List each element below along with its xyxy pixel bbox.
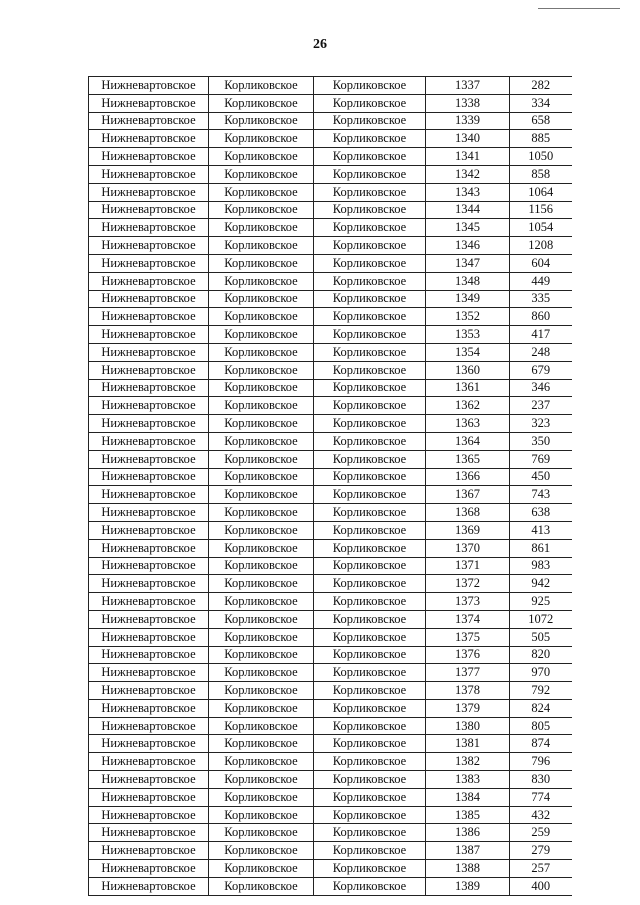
cell-depth: 417 <box>510 326 572 344</box>
cell-depth: 350 <box>510 432 572 450</box>
cell-well: 1342 <box>426 165 510 183</box>
table-body <box>89 77 572 896</box>
table-row <box>89 735 572 753</box>
table-row <box>89 379 572 397</box>
cell-depth: 323 <box>510 415 572 433</box>
cell-license_area: Корликовское <box>314 468 426 486</box>
data-table <box>88 76 572 896</box>
cell-deposit: Корликовское <box>209 415 314 433</box>
cell-depth: 282 <box>510 77 572 95</box>
table-row <box>89 343 572 361</box>
cell-deposit: Корликовское <box>209 628 314 646</box>
cell-depth: 432 <box>510 806 572 824</box>
cell-deposit: Корликовское <box>209 432 314 450</box>
top-rule <box>538 8 620 9</box>
table-row <box>89 468 572 486</box>
table-row <box>89 557 572 575</box>
cell-district: Нижневартовское <box>89 130 209 148</box>
cell-depth: 413 <box>510 521 572 539</box>
table-row <box>89 664 572 682</box>
cell-district: Нижневартовское <box>89 112 209 130</box>
cell-well: 1379 <box>426 699 510 717</box>
table-row <box>89 112 572 130</box>
cell-well: 1344 <box>426 201 510 219</box>
cell-depth: 1064 <box>510 183 572 201</box>
cell-district: Нижневартовское <box>89 557 209 575</box>
cell-well: 1372 <box>426 575 510 593</box>
cell-deposit: Корликовское <box>209 468 314 486</box>
cell-depth: 861 <box>510 539 572 557</box>
cell-depth: 679 <box>510 361 572 379</box>
cell-depth: 820 <box>510 646 572 664</box>
cell-depth: 638 <box>510 504 572 522</box>
table-row <box>89 628 572 646</box>
cell-district: Нижневартовское <box>89 397 209 415</box>
cell-depth: 335 <box>510 290 572 308</box>
cell-deposit: Корликовское <box>209 521 314 539</box>
cell-deposit: Корликовское <box>209 860 314 878</box>
cell-well: 1340 <box>426 130 510 148</box>
table-row <box>89 415 572 433</box>
cell-deposit: Корликовское <box>209 735 314 753</box>
cell-well: 1349 <box>426 290 510 308</box>
cell-license_area: Корликовское <box>314 272 426 290</box>
cell-license_area: Корликовское <box>314 860 426 878</box>
cell-deposit: Корликовское <box>209 148 314 166</box>
cell-depth: 796 <box>510 753 572 771</box>
cell-license_area: Корликовское <box>314 521 426 539</box>
cell-district: Нижневартовское <box>89 504 209 522</box>
table-row <box>89 165 572 183</box>
cell-well: 1353 <box>426 326 510 344</box>
table-row <box>89 771 572 789</box>
cell-license_area: Корликовское <box>314 183 426 201</box>
cell-license_area: Корликовское <box>314 735 426 753</box>
cell-district: Нижневартовское <box>89 771 209 789</box>
cell-district: Нижневартовское <box>89 308 209 326</box>
cell-well: 1366 <box>426 468 510 486</box>
cell-well: 1377 <box>426 664 510 682</box>
cell-deposit: Корликовское <box>209 165 314 183</box>
table-row <box>89 290 572 308</box>
cell-district: Нижневартовское <box>89 860 209 878</box>
cell-well: 1369 <box>426 521 510 539</box>
table-row <box>89 504 572 522</box>
cell-license_area: Корликовское <box>314 254 426 272</box>
table-row <box>89 308 572 326</box>
cell-well: 1338 <box>426 94 510 112</box>
cell-well: 1362 <box>426 397 510 415</box>
table-row <box>89 432 572 450</box>
cell-license_area: Корликовское <box>314 824 426 842</box>
cell-well: 1388 <box>426 860 510 878</box>
cell-license_area: Корликовское <box>314 361 426 379</box>
table-row <box>89 877 572 895</box>
cell-license_area: Корликовское <box>314 664 426 682</box>
cell-deposit: Корликовское <box>209 539 314 557</box>
cell-deposit: Корликовское <box>209 842 314 860</box>
table-row <box>89 219 572 237</box>
table-row <box>89 254 572 272</box>
cell-depth: 279 <box>510 842 572 860</box>
cell-deposit: Корликовское <box>209 361 314 379</box>
table-row <box>89 521 572 539</box>
table-row <box>89 610 572 628</box>
cell-well: 1361 <box>426 379 510 397</box>
cell-license_area: Корликовское <box>314 753 426 771</box>
table-row <box>89 272 572 290</box>
table-row <box>89 842 572 860</box>
cell-district: Нижневартовское <box>89 646 209 664</box>
cell-deposit: Корликовское <box>209 610 314 628</box>
cell-well: 1346 <box>426 237 510 255</box>
cell-district: Нижневартовское <box>89 343 209 361</box>
cell-district: Нижневартовское <box>89 254 209 272</box>
cell-license_area: Корликовское <box>314 771 426 789</box>
cell-deposit: Корликовское <box>209 308 314 326</box>
cell-depth: 860 <box>510 308 572 326</box>
cell-license_area: Корликовское <box>314 575 426 593</box>
cell-deposit: Корликовское <box>209 877 314 895</box>
cell-license_area: Корликовское <box>314 504 426 522</box>
cell-deposit: Корликовское <box>209 699 314 717</box>
cell-depth: 1208 <box>510 237 572 255</box>
cell-license_area: Корликовское <box>314 201 426 219</box>
table-row <box>89 397 572 415</box>
cell-depth: 792 <box>510 682 572 700</box>
cell-well: 1378 <box>426 682 510 700</box>
cell-depth: 805 <box>510 717 572 735</box>
cell-license_area: Корликовское <box>314 397 426 415</box>
cell-district: Нижневартовское <box>89 183 209 201</box>
cell-district: Нижневартовское <box>89 575 209 593</box>
table-row <box>89 806 572 824</box>
cell-deposit: Корликовское <box>209 77 314 95</box>
cell-deposit: Корликовское <box>209 788 314 806</box>
table-row <box>89 361 572 379</box>
cell-deposit: Корликовское <box>209 824 314 842</box>
cell-license_area: Корликовское <box>314 237 426 255</box>
cell-district: Нижневартовское <box>89 521 209 539</box>
cell-well: 1367 <box>426 486 510 504</box>
cell-license_area: Корликовское <box>314 486 426 504</box>
table-row <box>89 94 572 112</box>
table-row <box>89 450 572 468</box>
table-row <box>89 788 572 806</box>
table-row <box>89 486 572 504</box>
cell-depth: 774 <box>510 788 572 806</box>
cell-district: Нижневартовское <box>89 788 209 806</box>
cell-license_area: Корликовское <box>314 628 426 646</box>
cell-license_area: Корликовское <box>314 130 426 148</box>
cell-depth: 400 <box>510 877 572 895</box>
cell-district: Нижневартовское <box>89 877 209 895</box>
table-row <box>89 77 572 95</box>
cell-license_area: Корликовское <box>314 842 426 860</box>
page-number: 26 <box>313 37 327 52</box>
cell-well: 1352 <box>426 308 510 326</box>
cell-district: Нижневартовское <box>89 290 209 308</box>
table-row <box>89 753 572 771</box>
cell-depth: 983 <box>510 557 572 575</box>
cell-well: 1339 <box>426 112 510 130</box>
cell-district: Нижневартовское <box>89 664 209 682</box>
cell-district: Нижневартовское <box>89 201 209 219</box>
cell-district: Нижневартовское <box>89 272 209 290</box>
cell-deposit: Корликовское <box>209 112 314 130</box>
cell-well: 1345 <box>426 219 510 237</box>
cell-district: Нижневартовское <box>89 77 209 95</box>
cell-license_area: Корликовское <box>314 308 426 326</box>
cell-license_area: Корликовское <box>314 326 426 344</box>
table-row <box>89 539 572 557</box>
cell-district: Нижневартовское <box>89 806 209 824</box>
cell-well: 1389 <box>426 877 510 895</box>
cell-license_area: Корликовское <box>314 699 426 717</box>
cell-deposit: Корликовское <box>209 664 314 682</box>
cell-district: Нижневартовское <box>89 468 209 486</box>
cell-deposit: Корликовское <box>209 326 314 344</box>
cell-deposit: Корликовское <box>209 237 314 255</box>
table-row <box>89 646 572 664</box>
cell-well: 1364 <box>426 432 510 450</box>
cell-license_area: Корликовское <box>314 94 426 112</box>
table-row <box>89 575 572 593</box>
cell-depth: 925 <box>510 593 572 611</box>
table-row <box>89 824 572 842</box>
cell-deposit: Корликовское <box>209 201 314 219</box>
cell-deposit: Корликовское <box>209 183 314 201</box>
table-row <box>89 201 572 219</box>
cell-well: 1384 <box>426 788 510 806</box>
cell-depth: 658 <box>510 112 572 130</box>
cell-depth: 885 <box>510 130 572 148</box>
cell-license_area: Корликовское <box>314 539 426 557</box>
cell-well: 1370 <box>426 539 510 557</box>
cell-district: Нижневартовское <box>89 237 209 255</box>
table-row <box>89 326 572 344</box>
table-row <box>89 130 572 148</box>
cell-license_area: Корликовское <box>314 112 426 130</box>
cell-district: Нижневартовское <box>89 699 209 717</box>
cell-district: Нижневартовское <box>89 735 209 753</box>
cell-deposit: Корликовское <box>209 806 314 824</box>
cell-license_area: Корликовское <box>314 432 426 450</box>
cell-district: Нижневартовское <box>89 379 209 397</box>
cell-deposit: Корликовское <box>209 343 314 361</box>
cell-deposit: Корликовское <box>209 254 314 272</box>
cell-deposit: Корликовское <box>209 486 314 504</box>
cell-district: Нижневартовское <box>89 165 209 183</box>
cell-deposit: Корликовское <box>209 272 314 290</box>
cell-depth: 1156 <box>510 201 572 219</box>
cell-district: Нижневартовское <box>89 842 209 860</box>
cell-deposit: Корликовское <box>209 290 314 308</box>
table-row <box>89 237 572 255</box>
cell-depth: 334 <box>510 94 572 112</box>
cell-well: 1376 <box>426 646 510 664</box>
cell-well: 1354 <box>426 343 510 361</box>
cell-license_area: Корликовское <box>314 646 426 664</box>
cell-well: 1365 <box>426 450 510 468</box>
cell-deposit: Корликовское <box>209 682 314 700</box>
cell-depth: 449 <box>510 272 572 290</box>
cell-deposit: Корликовское <box>209 94 314 112</box>
table-row <box>89 860 572 878</box>
cell-license_area: Корликовское <box>314 450 426 468</box>
cell-license_area: Корликовское <box>314 290 426 308</box>
cell-deposit: Корликовское <box>209 557 314 575</box>
cell-license_area: Корликовское <box>314 806 426 824</box>
cell-license_area: Корликовское <box>314 343 426 361</box>
cell-well: 1387 <box>426 842 510 860</box>
cell-well: 1385 <box>426 806 510 824</box>
cell-district: Нижневартовское <box>89 486 209 504</box>
cell-well: 1348 <box>426 272 510 290</box>
cell-district: Нижневартовское <box>89 717 209 735</box>
cell-license_area: Корликовское <box>314 717 426 735</box>
cell-deposit: Корликовское <box>209 504 314 522</box>
cell-depth: 824 <box>510 699 572 717</box>
cell-well: 1383 <box>426 771 510 789</box>
cell-depth: 830 <box>510 771 572 789</box>
cell-deposit: Корликовское <box>209 646 314 664</box>
cell-depth: 248 <box>510 343 572 361</box>
cell-well: 1373 <box>426 593 510 611</box>
cell-well: 1375 <box>426 628 510 646</box>
cell-district: Нижневартовское <box>89 415 209 433</box>
cell-license_area: Корликовское <box>314 788 426 806</box>
cell-deposit: Корликовское <box>209 379 314 397</box>
cell-well: 1380 <box>426 717 510 735</box>
cell-well: 1381 <box>426 735 510 753</box>
cell-district: Нижневартовское <box>89 219 209 237</box>
cell-depth: 237 <box>510 397 572 415</box>
cell-license_area: Корликовское <box>314 682 426 700</box>
cell-depth: 450 <box>510 468 572 486</box>
cell-license_area: Корликовское <box>314 557 426 575</box>
cell-district: Нижневартовское <box>89 539 209 557</box>
cell-depth: 1072 <box>510 610 572 628</box>
cell-district: Нижневартовское <box>89 450 209 468</box>
cell-deposit: Корликовское <box>209 575 314 593</box>
cell-district: Нижневартовское <box>89 824 209 842</box>
cell-well: 1341 <box>426 148 510 166</box>
cell-well: 1371 <box>426 557 510 575</box>
table-row <box>89 183 572 201</box>
cell-well: 1337 <box>426 77 510 95</box>
cell-depth: 874 <box>510 735 572 753</box>
cell-deposit: Корликовское <box>209 130 314 148</box>
cell-license_area: Корликовское <box>314 415 426 433</box>
cell-district: Нижневартовское <box>89 432 209 450</box>
table-row <box>89 148 572 166</box>
cell-deposit: Корликовское <box>209 219 314 237</box>
cell-depth: 505 <box>510 628 572 646</box>
cell-district: Нижневартовское <box>89 593 209 611</box>
cell-depth: 1054 <box>510 219 572 237</box>
cell-license_area: Корликовское <box>314 379 426 397</box>
cell-well: 1360 <box>426 361 510 379</box>
cell-well: 1363 <box>426 415 510 433</box>
cell-license_area: Корликовское <box>314 165 426 183</box>
cell-well: 1382 <box>426 753 510 771</box>
table-row <box>89 593 572 611</box>
cell-depth: 604 <box>510 254 572 272</box>
cell-district: Нижневартовское <box>89 610 209 628</box>
cell-depth: 769 <box>510 450 572 468</box>
cell-depth: 970 <box>510 664 572 682</box>
cell-district: Нижневартовское <box>89 94 209 112</box>
cell-license_area: Корликовское <box>314 219 426 237</box>
cell-depth: 346 <box>510 379 572 397</box>
cell-deposit: Корликовское <box>209 450 314 468</box>
cell-license_area: Корликовское <box>314 877 426 895</box>
cell-deposit: Корликовское <box>209 593 314 611</box>
cell-depth: 259 <box>510 824 572 842</box>
cell-depth: 743 <box>510 486 572 504</box>
cell-license_area: Корликовское <box>314 610 426 628</box>
cell-well: 1386 <box>426 824 510 842</box>
cell-district: Нижневартовское <box>89 628 209 646</box>
table-row <box>89 699 572 717</box>
cell-license_area: Корликовское <box>314 77 426 95</box>
cell-well: 1343 <box>426 183 510 201</box>
cell-depth: 942 <box>510 575 572 593</box>
cell-well: 1374 <box>426 610 510 628</box>
cell-deposit: Корликовское <box>209 717 314 735</box>
cell-depth: 257 <box>510 860 572 878</box>
table-row <box>89 682 572 700</box>
cell-deposit: Корликовское <box>209 753 314 771</box>
cell-district: Нижневартовское <box>89 682 209 700</box>
cell-license_area: Корликовское <box>314 148 426 166</box>
table-row <box>89 717 572 735</box>
cell-well: 1368 <box>426 504 510 522</box>
cell-district: Нижневартовское <box>89 361 209 379</box>
cell-district: Нижневартовское <box>89 326 209 344</box>
cell-depth: 858 <box>510 165 572 183</box>
cell-deposit: Корликовское <box>209 771 314 789</box>
cell-district: Нижневартовское <box>89 753 209 771</box>
cell-depth: 1050 <box>510 148 572 166</box>
cell-district: Нижневартовское <box>89 148 209 166</box>
cell-license_area: Корликовское <box>314 593 426 611</box>
cell-well: 1347 <box>426 254 510 272</box>
cell-deposit: Корликовское <box>209 397 314 415</box>
